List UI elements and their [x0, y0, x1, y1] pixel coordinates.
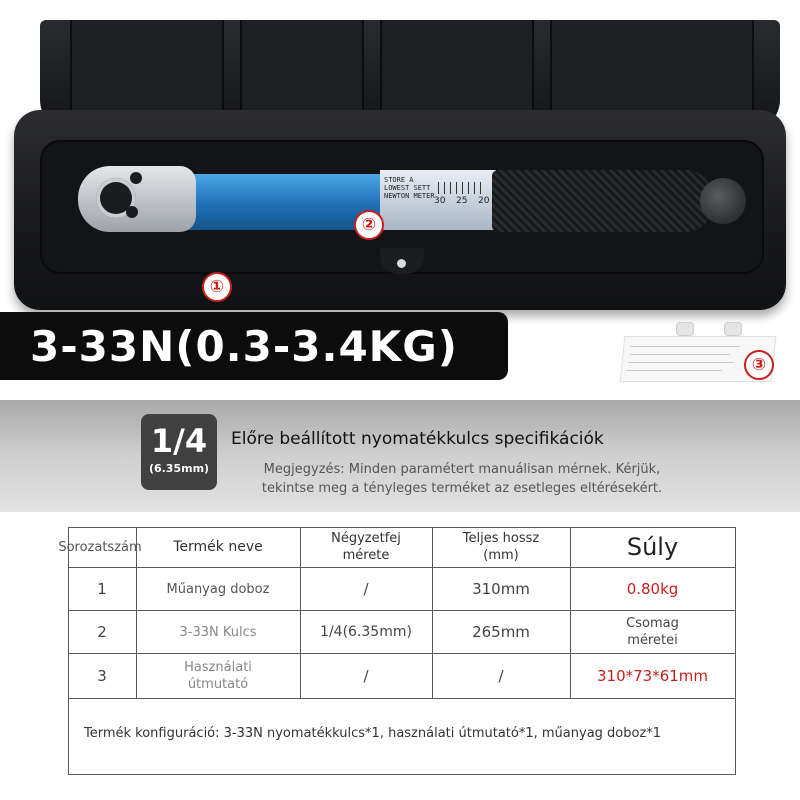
spec-note — [227, 460, 697, 498]
scale-tick — [468, 182, 469, 194]
row1-weight: 0.80kg — [626, 580, 679, 598]
row1-serial: 1 — [97, 580, 107, 598]
row2-square: 1/4(6.35mm) — [320, 624, 412, 640]
row3-length: / — [498, 667, 504, 685]
table-border — [68, 698, 736, 699]
scale-tick — [480, 182, 481, 194]
case-latch-dot — [397, 259, 406, 268]
product-title: 3-33N(0.3-3.4KG) — [30, 322, 458, 371]
row3-dimensions: 310*73*61mm — [596, 667, 709, 685]
case-lid-rib — [240, 20, 364, 122]
case-lid-rib — [70, 20, 224, 122]
case-lid-rib — [380, 20, 534, 122]
scale-tick — [450, 182, 451, 194]
spec-title: Előre beállított nyomatékkulcs specifikációk — [231, 429, 604, 449]
manual-icon — [676, 322, 694, 336]
row2-serial: 2 — [97, 623, 107, 641]
badge-3: ③ — [744, 350, 774, 380]
scale-number: 20 — [478, 196, 490, 206]
scale-number: 30 — [434, 196, 446, 206]
row3-name: Használati útmutató — [184, 660, 252, 692]
row1-length: 310mm — [472, 580, 530, 598]
scale-tick — [474, 182, 475, 194]
manual-text-line — [627, 370, 722, 371]
table-border — [735, 527, 736, 774]
scale-label: STORE A LOWEST SETT NEWTON METER — [384, 176, 435, 200]
row1-square: / — [363, 580, 369, 598]
row2-length: 265mm — [472, 623, 530, 641]
header-serial: Sorozatszám — [58, 539, 142, 555]
manual-text-line — [630, 354, 730, 355]
row2-package-size: Csomag méretei — [626, 616, 679, 648]
row3-square: / — [363, 667, 369, 685]
scale-number: 25 — [456, 196, 468, 206]
scale-tick — [456, 182, 457, 194]
drive-size-main: 1/4 — [150, 422, 208, 460]
row3-serial: 3 — [97, 667, 107, 685]
row2-name: 3-33N Kulcs — [179, 624, 257, 640]
ratchet-hole-small — [130, 172, 142, 184]
drive-size-badge — [141, 414, 217, 490]
manual-text-line — [630, 346, 740, 347]
manual-icon — [724, 322, 742, 336]
header-product-name: Termék neve — [173, 538, 263, 555]
scale-tick — [444, 182, 445, 194]
manual-text-line — [628, 362, 733, 363]
ratchet-hole-small — [126, 206, 138, 218]
table-border — [68, 774, 736, 775]
scale-tick — [462, 182, 463, 194]
spec-note-line: tekintse meg a tényleges terméket az esetleges eltérésekért. — [261, 481, 663, 496]
drive-size-sub: (6.35mm) — [148, 462, 210, 475]
product-configuration: Termék konfiguráció: 3-33N nyomatékkulcs*1, használati útmutató*1, műanyag doboz*1 — [84, 726, 662, 741]
header-square-size: Négyzetfej mérete — [331, 531, 401, 563]
badge-1: ① — [202, 272, 232, 302]
wrench-end-cap — [700, 178, 746, 224]
case-lid-rib — [550, 20, 754, 122]
scale-tick — [438, 182, 439, 194]
badge-2: ② — [354, 210, 384, 240]
header-weight: Súly — [626, 533, 679, 561]
row1-name: Műanyag doboz — [166, 581, 270, 597]
wrench-knurled-grip — [492, 170, 712, 232]
spec-note-line: Megjegyzés: Minden paramétert manuálisan mérnek. Kérjük, — [263, 462, 661, 477]
header-total-length: Teljes hossz (mm) — [462, 531, 540, 563]
